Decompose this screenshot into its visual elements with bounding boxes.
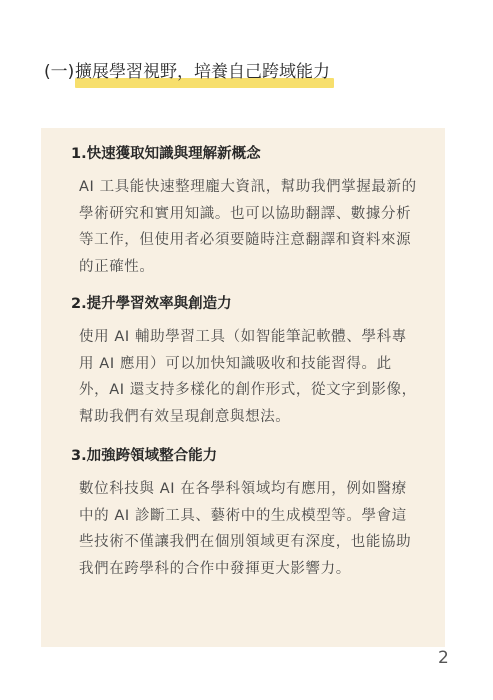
card-item	[71, 144, 421, 280]
item-heading: 3.加強跨領域整合能力	[71, 448, 218, 464]
section-number: (一)	[44, 62, 75, 82]
page-number: 2	[438, 648, 449, 668]
card-item	[71, 294, 421, 430]
card-item	[71, 446, 421, 582]
item-body: AI 工具能快速整理龐大資訊，幫助我們掌握最新的學術研究和實用知識。也可以協助翻譯、數據分析等工作，但使用者必須要隨時注意翻譯和資料來源的正確性。	[79, 179, 417, 275]
item-heading: 1.快速獲取知識與理解新概念	[71, 146, 261, 162]
content-card	[41, 128, 445, 647]
item-heading: 2.提升學習效率與創造力	[71, 296, 232, 312]
item-body: 數位科技與 AI 在各學科領域均有應用，例如醫療中的 AI 診斷工具、藝術中的生成模型等。學會這些技術不僅讓我們在個別領域更有深度，也能協助我們在跨學科的合作中發揮更大影響力。	[79, 481, 412, 577]
section-title-wrap	[75, 58, 330, 90]
item-body: 使用 AI 輔助學習工具（如智能筆記軟體、學科專用 AI 應用）可以加快知識吸收和技能習得。此外，AI 還支持多樣化的創作形式，從文字到影像，幫助我們有效呈現創意與想法。	[79, 329, 417, 425]
section-heading	[44, 58, 464, 90]
section-title: 擴展學習視野，培養自己跨域能力	[75, 62, 330, 82]
